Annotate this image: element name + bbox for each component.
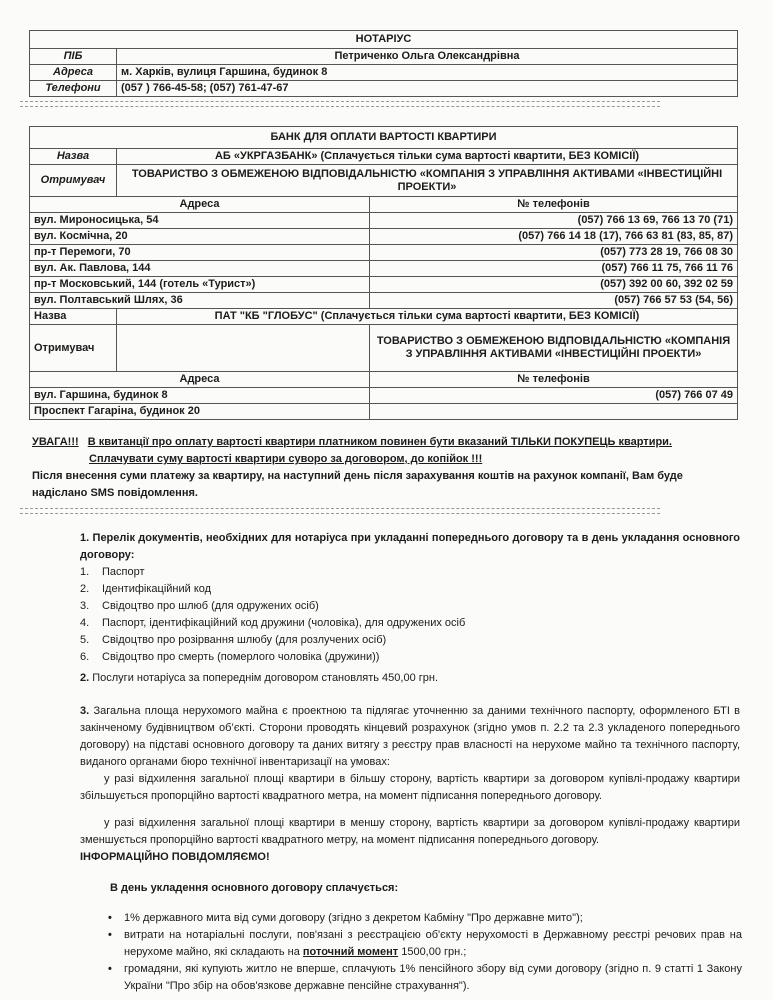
list-item: • 1% державного мита від суми договору (згідно з декретом Кабміну "Про державне мито"); bbox=[80, 910, 742, 927]
branch-phone: (057) 773 28 19, 766 08 30 bbox=[370, 245, 738, 261]
bullet-icon: • bbox=[108, 912, 112, 924]
branch-phone: (057) 766 07 49 bbox=[370, 388, 738, 404]
bank2-name-label: Назва bbox=[30, 309, 117, 325]
list-item: 5. Свідоцтво про розірвання шлюбу (для розлучених осіб) bbox=[80, 634, 387, 646]
table-row bbox=[30, 293, 738, 309]
bank1-name-value: АБ «УКРГАЗБАНК» (Сплачується тільки сума вартості квартити, БЕЗ КОМІСІЇ) bbox=[117, 149, 738, 165]
info-subheading: В день укладення основного договору сплачується: bbox=[110, 882, 399, 894]
branch-address: вул. Мироносицька, 54 bbox=[30, 213, 370, 229]
warning-prefix: УВАГА!!! bbox=[32, 436, 79, 448]
bank1-recipient-label: Отримувач bbox=[30, 165, 117, 197]
table-row bbox=[30, 213, 738, 229]
branch-address: пр-т Перемоги, 70 bbox=[30, 245, 370, 261]
bank-table-title: БАНК ДЛЯ ОПЛАТИ ВАРТОСТІ КВАРТИРИ bbox=[30, 127, 738, 149]
separator-line bbox=[20, 101, 660, 107]
section3-text: Загальна площа нерухомого майна є проектною та підлягає уточненню за даними технічного паспорту, оформленого БТІ в закінченому будівництвом об’єкті. Сторони проводять кінцевий розрахунок (згідно умов п. 2.2 та 2.3 укладеного попереднього договору) на підставі основного договору та даних витягу з реєстру прав власності на нерухоме майно та технічного паспорту, виданого органами бюро технічної інвентаризації на умовах: bbox=[80, 705, 740, 768]
warning-block bbox=[32, 434, 732, 502]
info-bullets bbox=[80, 910, 742, 995]
notary-address-label: Адреса bbox=[30, 65, 117, 81]
bank2-phone-header: № телефонів bbox=[370, 372, 738, 388]
branch-phone bbox=[370, 404, 738, 420]
section3-more: у разі відхилення загальної площі квартири в більшу сторону, вартість квартири за договором купівлі-продажу квартири збільшується пропорційно вартості квадратного метра, на момент підписання попереднього договору. bbox=[80, 773, 740, 802]
emphasis-current-moment: поточний момент bbox=[302, 946, 399, 958]
warning-note: Після внесення суми платежу за квартиру, на наступний день після зарахування коштів на рахунок компанії, Вам буде надіслано SMS повідомлення. bbox=[32, 470, 683, 499]
section2-text: Послуги нотаріуса за попереднім договором становлять 450,00 грн. bbox=[89, 672, 439, 684]
bank1-phone-header: № телефонів bbox=[370, 197, 738, 213]
notary-table bbox=[29, 30, 738, 97]
branch-address: Проспект Гагаріна, будинок 20 bbox=[30, 404, 370, 420]
bank2-address-header: Адреса bbox=[30, 372, 370, 388]
notary-address-value: м. Харків, вулиця Гаршина, будинок 8 bbox=[117, 65, 738, 81]
table-row bbox=[30, 261, 738, 277]
list-item: 3. Свідоцтво про шлюб (для одружених осіб) bbox=[80, 600, 319, 612]
section-area: 3. Загальна площа нерухомого майна є проектною та підлягає уточненню за даними технічного паспорту, оформленого БТІ в закінченому будівництвом об’єкті. Сторони проводять кінцевий розрахунок (згідно умов п. 2.2 та 2.3 укладеного попереднього договору) на підставі основного договору та даних витягу з реєстру прав власності на нерухоме майно та технічного паспорту, виданого органами бюро технічної інвентаризації на умовах: у разі відхилення загальної площі квартири в більшу сторону, вартість квартири за договором купівлі-продажу квартири збільшується пропорційно вартості квадратного метра, на момент підписання попереднього договору. у разі відхилення загальної площі квартири в меншу сторону, вартість квартири за договором купівлі-продажу квартири зменшується пропорційно вартості квадратного метру, на момент підписання попереднього договору. bbox=[80, 703, 740, 849]
branch-phone: (057) 766 13 69, 766 13 70 (71) bbox=[370, 213, 738, 229]
section3-less: у разі відхилення загальної площі квартири в меншу сторону, вартість квартири за договором купівлі-продажу квартири зменшується пропорційно вартості квадратного метру, на момент підписання попереднього договору. bbox=[80, 817, 740, 846]
bank1-name-label: Назва bbox=[30, 149, 117, 165]
bank2-recipient-value: ТОВАРИСТВО З ОБМЕЖЕНОЮ ВІДПОВІДАЛЬНІСТЮ «КОМПАНІЯ З УПРАВЛІННЯ АКТИВАМИ «ІНВЕСТИЦІЙНІ ПРОЕКТИ» bbox=[370, 325, 738, 372]
branch-address: вул. Космічна, 20 bbox=[30, 229, 370, 245]
notary-phones-label: Телефони bbox=[30, 81, 117, 97]
branch-phone: (057) 766 11 75, 766 11 76 bbox=[370, 261, 738, 277]
bullet-icon: • bbox=[108, 963, 112, 975]
documents-list bbox=[80, 564, 740, 666]
table-row bbox=[30, 277, 738, 293]
notary-name-value: Петриченко Ольга Олександрівна bbox=[117, 49, 738, 65]
section1-heading: 1. Перелік документів, необхідних для нотаріуса при укладанні попереднього договору та в день укладання основного договору: bbox=[80, 532, 740, 561]
list-item: 4. Паспорт, ідентифікаційний код дружини (чоловіка), для одружених осіб bbox=[80, 617, 466, 629]
table-row bbox=[30, 404, 738, 420]
list-item: 1. Паспорт bbox=[80, 566, 145, 578]
info-heading: ІНФОРМАЦІЙНО ПОВІДОМЛЯЄМО! bbox=[80, 851, 270, 863]
bank1-address-header: Адреса bbox=[30, 197, 370, 213]
list-item: • громадяни, які купують житло не вперше, сплачують 1% пенсійного збору від суми договору (згідно п. 9 статті 1 Закону України "Про збір на обов'язкове державне пенсійне страхування"). bbox=[80, 961, 742, 995]
bank2-name-value: ПАТ "КБ "ГЛОБУС" (Сплачується тільки сума вартості квартити, БЕЗ КОМІСІЇ) bbox=[117, 309, 738, 325]
branch-phone: (057) 392 00 60, 392 02 59 bbox=[370, 277, 738, 293]
separator-line bbox=[20, 508, 660, 514]
list-item: • витрати на нотаріальні послуги, пов'язані з реєстрацією об'єкту нерухомості в Державному реєстрі речових прав на нерухоме майно, які складають на поточний момент 1500,00 грн.; bbox=[80, 927, 742, 961]
warning-line2: Сплачувати суму вартості квартири суворо за договором, до копійок !!! bbox=[89, 453, 483, 465]
bullet-icon: • bbox=[108, 929, 112, 941]
notary-name-label: ПІБ bbox=[30, 49, 117, 65]
list-item: 6. Свідоцтво про смерть (померлого чоловіка (дружини)) bbox=[80, 651, 380, 663]
branch-phone: (057) 766 14 18 (17), 766 63 81 (83, 85, 87) bbox=[370, 229, 738, 245]
branch-address: пр-т Московський, 144 (готель «Турист») bbox=[30, 277, 370, 293]
branch-address: вул. Ак. Павлова, 144 bbox=[30, 261, 370, 277]
list-item: 2. Ідентифікаційний код bbox=[80, 583, 212, 595]
warning-line1: В квитанції про оплату вартості квартири платником повинен бути вказаний ТІЛЬКИ ПОКУПЕЦЬ квартири. bbox=[87, 436, 672, 448]
section-notary-fee: 2. Послуги нотаріуса за попереднім договором становлять 450,00 грн. bbox=[80, 672, 439, 684]
table-row bbox=[30, 388, 738, 404]
bank1-recipient-value: ТОВАРИСТВО З ОБМЕЖЕНОЮ ВІДПОВІДАЛЬНІСТЮ «КОМПАНІЯ З УПРАВЛІННЯ АКТИВАМИ «ІНВЕСТИЦІЙНІ ПРОЕКТИ» bbox=[117, 165, 738, 197]
bank-table bbox=[29, 126, 738, 420]
notary-phones-value: (057 ) 766-45-58; (057) 761-47-67 bbox=[117, 81, 738, 97]
section-documents bbox=[80, 530, 740, 666]
table-row bbox=[30, 229, 738, 245]
branch-address: вул. Гаршина, будинок 8 bbox=[30, 388, 370, 404]
table-row bbox=[30, 245, 738, 261]
branch-address: вул. Полтавський Шлях, 36 bbox=[30, 293, 370, 309]
bank2-recipient-label: Отримувач bbox=[30, 325, 117, 372]
bank2-recipient-empty-cell bbox=[117, 325, 370, 372]
notary-title: НОТАРІУС bbox=[30, 31, 738, 49]
branch-phone: (057) 766 57 53 (54, 56) bbox=[370, 293, 738, 309]
